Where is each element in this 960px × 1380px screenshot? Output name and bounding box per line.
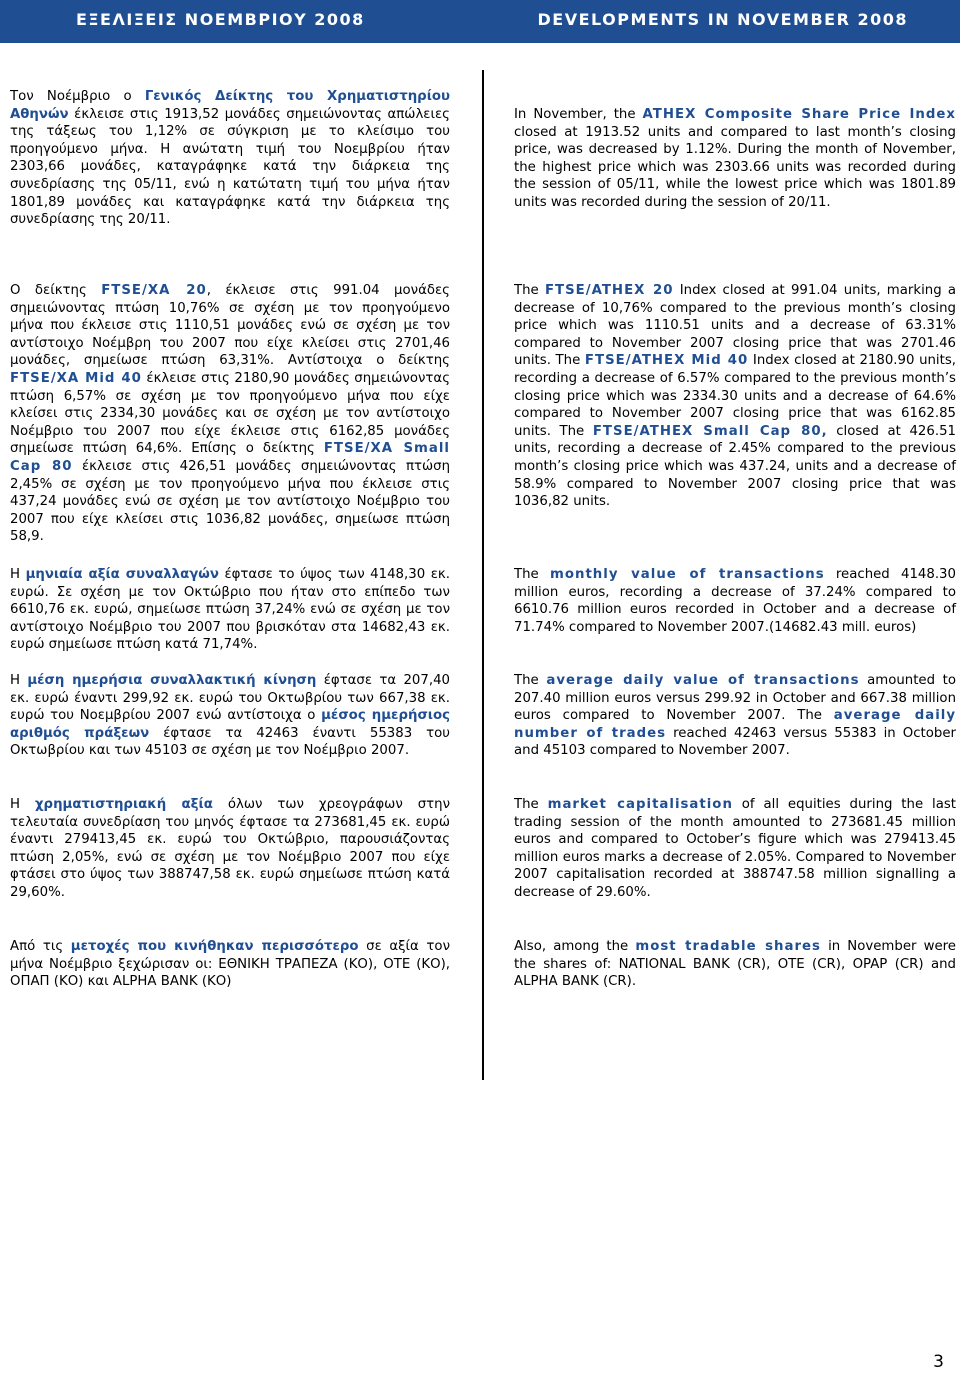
highlight-daily-trades: average daily number of trades [514, 708, 956, 741]
text: έφτασε το ύψος των 4148,30 εκ. ευρώ. Σε σχέση με τον Οκτώβριο που ήταν στο επίπεδο των 6610,76 εκ. ευρώ, σημείωσε πτώση 37,24% ενώ σε σχέση με τον αντίστοιχο Νοέμβριο του 2007 που βρισκόταν στα 14682,43 εκ. ευρώ σημείωσε πτώση κατά 71,74%. [10, 567, 450, 653]
text: , έκλεισε στις 991.04 μονάδες σημειώνοντας πτώση 10,76% σε σχέση με τον προηγούμενο μήνα που έκλεισε στις 1110,51 μονάδες ενώ σε σχέση με τον αντίστοιχο Νοέμβρη του 2007 που είχε κλείσει στις 2701,46 μονάδες, σημείωσε πτώση 63,31%. Αντίστοιχα ο δείκτης [10, 283, 450, 369]
greek-paragraph-daily-average [10, 672, 450, 760]
english-paragraph-composite-index [514, 106, 956, 212]
text: In November, the [514, 107, 643, 122]
text: The [514, 283, 545, 298]
text: έφτασε τα 42463 έναντι 55383 του Οκτωβρίου και των 45103 σε σχέση με τον Νοέμβριο 2007. [10, 725, 450, 759]
text: έκλεισε στις 1913,52 μονάδες σημειώνοντας απώλειες της τάξεως του 1,12% σε σύγκριση με το κλείσιμο του προηγούμενο μήνα. Η ανώτατη τιμή του Νοεμβρίου ήταν 2303,66 μονάδες, καταγράφηκε κατά την διάρκεια της συνεδρίασης της 05/11, ενώ η κατώτατη τιμή του μήνα ήταν 1801,89 μονάδες και καταγράφηκε κατά την διάρκεια της συνεδρίασης της 20/11. [10, 106, 450, 228]
text: The [514, 567, 550, 582]
highlight-daily-value: μέση ημερήσια συναλλακτική κίνηση [27, 673, 317, 688]
highlight-general-index: Γενικός Δείκτης του Χρηματιστηρίου Αθηνών [10, 89, 450, 122]
highlight-most-traded: μετοχές που κινήθηκαν περισσότερο [70, 939, 359, 954]
text: Index closed at 991.04 units, marking a decrease of 10,76% compared to the previous month’s closing price which was 1110.51 units and a decrease of 63.31% compared to November 2007 closing price that was 2701.46 units. The [514, 283, 956, 369]
text: Index closed at 2180.90 units, recording a decrease of 6.57% compared to the previous month’s closing price which was 2334.30 units and a decrease of 64.6% compared to November 2007 closing price that was 6162.85 units. The [514, 353, 956, 439]
highlight-composite-index: ATHEX Composite Share Price Index [642, 107, 957, 122]
text: closed at 1913.52 units and compared to last month’s closing price, was decreased by 1.12%. During the month of November, the highest price which was 2303.66 units was recorded during the session of 05/11, while the lowest price which was 1801.89 units was recorded during the session of 20/11. [514, 124, 956, 210]
text: of all equities during the last trading session of the month amounted to 273681.45 million euros and compared to October’s figure which was 279413.45 million euros marks a decrease of 2.05%. Compared to November 2007 capitalisation recorded at 388747.58 million signalling a decrease of 29.60%. [514, 797, 956, 900]
highlight-monthly-value: μηνιαία αξία συναλλαγών [25, 567, 219, 582]
highlight-market-cap: market capitalisation [547, 797, 733, 812]
text: The [514, 673, 547, 688]
greek-paragraph-monthly-value [10, 566, 450, 654]
text: σε αξία τον μήνα Νοέμβριο ξεχώρισαν οι: ΕΘΝΙΚΗ ΤΡΑΠΕΖΑ (ΚΟ), ΟΤΕ (ΚΟ), ΟΠΑΠ (ΚΟ) και ALPHA BANK (ΚΟ) [10, 939, 450, 990]
highlight-ftse-20: FTSE/ATHEX 20 [544, 283, 674, 298]
header-title-greek: ΕΞΕΛΙΞΕΙΣ ΝΟΕΜΒΡΙΟΥ 2008 [76, 10, 365, 29]
greek-paragraph-market-cap [10, 796, 450, 902]
text: έκλεισε στις 426,51 μονάδες σημειώνοντας πτώση 2,45% σε σχέση με τον προηγούμενο μήνα που έκλεισε στις 437,24 μονάδες ενώ σε σχέση με τον αντίστοιχο Νοέμβριο του 2007 που είχε κλείσει στις 1036,82 μονάδες, σημείωσε πτώση 58,9. [10, 458, 451, 545]
text: Also, among the [514, 939, 636, 954]
text: Τον Νοέμβριο ο [10, 89, 145, 104]
highlight-daily-value: average daily value of transactions [546, 673, 860, 688]
highlight-most-traded: most tradable shares [635, 939, 821, 954]
text: Από τις [10, 939, 71, 954]
text: reached 4148.30 million euros, recording a decrease of 37.24% compared to 6610.76 million euros recorded in October and a decrease of 71.74% compared to November 2007.(14682.43 mill. euros) [514, 567, 956, 635]
english-paragraph-ftse-indices [514, 282, 956, 511]
text: Η [10, 673, 28, 688]
text: Η [10, 567, 26, 582]
highlight-monthly-value: monthly value of transactions [549, 567, 825, 582]
text: όλων των χρεογράφων στην τελευταία συνεδρίαση του μηνός έφτασε τα 273681,45 εκ. ευρώ έναντι 279413,45 εκ. ευρώ του Οκτώβριο, παρουσιάζοντας πτώση 2,05%, ενώ σε σχέση με τον Νοέμβριο 2007 που είχε φτάσει στο ύψος των 388747,58 εκ. ευρώ σημείωσε πτώση κατά 29,60%. [10, 797, 450, 900]
highlight-ftse-20: FTSE/XA 20 [101, 283, 207, 298]
highlight-ftse-mid-40: FTSE/XA Mid 40 [10, 370, 142, 386]
highlight-ftse-mid-40: FTSE/ATHEX Mid 40 [584, 353, 749, 369]
highlight-daily-trades: μέσος ημερήσιος αριθμός πράξεων [10, 708, 450, 741]
text: reached 42463 versus 55383 in October and 45103 compared to November 2007. [514, 725, 956, 759]
text: έφτασε τα 207,40 εκ. ευρώ έναντι 299,92 εκ. ευρώ του Οκτωβρίου των 667,38 εκ. ευρώ του Νοεμβρίου 2007 ενώ αντίστοιχα ο [10, 673, 450, 724]
column-divider [482, 70, 484, 1080]
text: The [514, 797, 548, 812]
highlight-ftse-small-cap-80: FTSE/XA Small Cap 80 [10, 441, 450, 474]
text: Η [10, 797, 35, 812]
greek-paragraph-ftse-indices [10, 282, 450, 546]
english-paragraph-monthly-value [514, 566, 956, 636]
english-paragraph-most-traded [514, 938, 956, 991]
highlight-market-cap: χρηματιστηριακή αξία [34, 797, 213, 812]
text: amounted to 207.40 million euros versus 299.92 in October and 667.38 million euros compared to November 2007. The [514, 673, 956, 724]
english-paragraph-daily-average [514, 672, 956, 760]
header-title-english: DEVELOPMENTS IN NOVEMBER 2008 [537, 10, 908, 29]
highlight-ftse-small-cap-80: FTSE/ATHEX Small Cap 80, [592, 423, 828, 439]
greek-paragraph-general-index [10, 88, 450, 229]
page-number: 3 [933, 1352, 944, 1372]
text: closed at 426.51 units, recording a decrease of 2.45% compared to the previous month’s closing price which was 437.24, units and a decrease of 58.9% compared to November 2007 closing price that was 1036,82 units. [514, 423, 956, 510]
text: έκλεισε στις 2180,90 μονάδες σημειώνοντας πτώση 6,57% σε σχέση με τον προηγούμενο μήνα που είχε κλείσει στις 2334,30 μονάδες και σε σχέση με τον αντίστοιχο Νοέμβριο του 2007 που είχε έκλεισε στις 6162,85 μονάδες σημείωσε πτώση 64,6%. Επίσης ο δείκτης [10, 370, 450, 457]
greek-paragraph-most-traded [10, 938, 450, 991]
text: Ο δείκτης [10, 283, 102, 298]
page-header [0, 0, 960, 43]
english-paragraph-market-cap [514, 796, 956, 902]
text: in November were the shares of: NATIONAL BANK (CR), OTE (CR), OPAP (CR) and ALPHA BANK (CR). [514, 939, 956, 990]
